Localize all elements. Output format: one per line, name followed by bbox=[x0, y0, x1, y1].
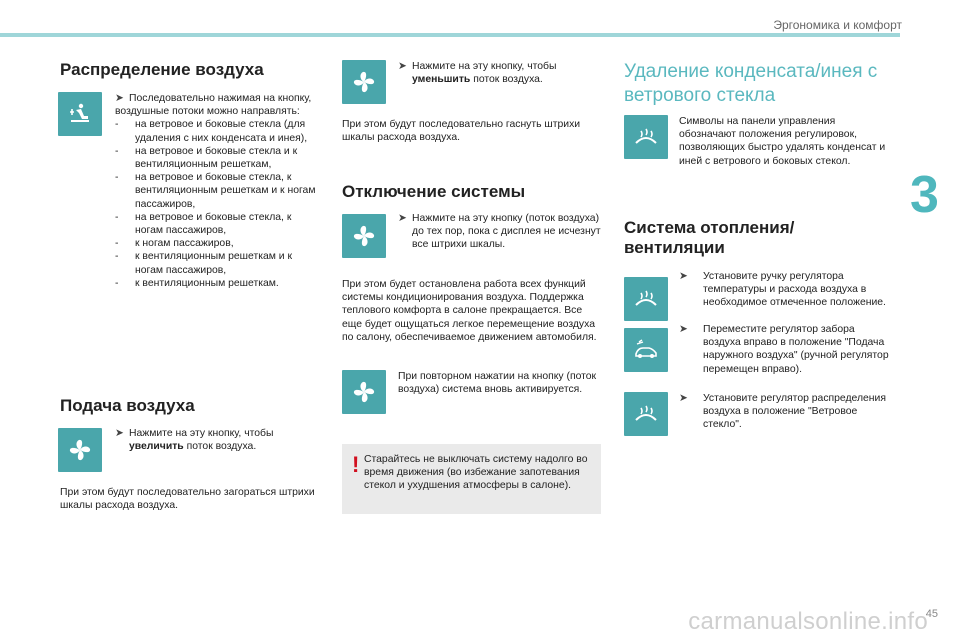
warning-text: Старайтесь не выключать систему надолго во время движения (во избежание запотевания стекол и ухудшения атмосферы в салоне). bbox=[364, 454, 588, 492]
shutdown-step: ➤ Нажмите на эту кнопку (поток воздуха) до тех пор, пока с дисплея не исчезнут все штрихи шкалы. bbox=[398, 213, 601, 251]
fan-icon bbox=[350, 378, 378, 406]
outside-air-button[interactable] bbox=[624, 328, 668, 372]
chapter-number: 3 bbox=[910, 166, 939, 224]
windshield-defrost-button-3[interactable] bbox=[624, 392, 668, 436]
defog-text: Символы на панели управления обозначают положения регулировок, позволяющих быстро удалять конденсат и иней с ветрового и боковых стекол. bbox=[679, 116, 886, 167]
heating-step-3: ➤ Установите регулятор распределения воздуха в положение "Ветровое стекло". bbox=[679, 393, 886, 431]
distribution-intro: Последовательно нажимая на кнопку, воздушные потоки можно направлять: bbox=[115, 93, 312, 118]
outside-air-icon bbox=[632, 336, 660, 364]
fan-icon bbox=[350, 68, 378, 96]
distribution-list bbox=[115, 118, 320, 290]
fan-button-off[interactable] bbox=[342, 214, 386, 258]
airflow-step-decrease: ➤ Нажмите на эту кнопку, чтобы уменьшить поток воздуха. bbox=[398, 61, 557, 86]
list-item: - на ветровое и боковые стекла, к вентиляционным решеткам и к ногам пассажиров, bbox=[115, 171, 320, 211]
air-distribution-icon[interactable] bbox=[58, 92, 102, 136]
airflow-step: ➤ Нажмите на эту кнопку, чтобы увеличить поток воздуха. bbox=[115, 428, 274, 453]
list-item: - на ветровое и боковые стекла и к вентиляционным решеткам, bbox=[115, 145, 320, 171]
airflow-result-decrease: При этом будут последовательно гаснуть штрихи шкалы расхода воздуха. bbox=[342, 119, 581, 144]
fan-button[interactable] bbox=[58, 428, 102, 472]
watermark: carmanualsonline.info bbox=[688, 608, 928, 635]
fan-button-decrease[interactable] bbox=[342, 60, 386, 104]
heating-step-1: ➤ Установите ручку регулятора температуры и расхода воздуха в необходимое отмеченное положение. bbox=[679, 271, 886, 309]
list-item: - на ветровое и боковые стекла, к ногам пассажиров, bbox=[115, 211, 320, 237]
fan-button-on[interactable] bbox=[342, 370, 386, 414]
windshield-defrost-icon bbox=[632, 400, 660, 428]
shutdown-result: При этом будет остановлена работа всех функций системы кондиционирования воздуха. Поддержка теплового комфорта в салоне прекращается. Все еще будет ощущаться легкое перемещение воздуха по салону, обеспечиваемое движением автомобиля. bbox=[342, 279, 597, 343]
list-item: - к вентиляционным решеткам и к ногам пассажиров, bbox=[115, 250, 320, 276]
warning-icon: ! bbox=[352, 452, 360, 477]
warning-note bbox=[342, 444, 601, 514]
section-title-defog: Удаление конденсата/инея с ветрового стекла bbox=[624, 61, 878, 106]
section-title-heating: Система отопления/ вентиляции bbox=[624, 218, 795, 257]
airflow-result: При этом будут последовательно загораться штрихи шкалы расхода воздуха. bbox=[60, 487, 315, 512]
distribution-text: ➤ Последовательно нажимая на кнопку, воздушные потоки можно направлять: - на ветровое и боковые стекла (для удаления с них конденсата и инея), - на ветровое и боковые стекла и к вентиляционным решеткам, - на ветровое и боковые стекла, к вентиляционным решеткам и к ногам пассажиров, - на ветровое и боковые стекла, к ногам пассажиров, - к ногам пассажиров, - к вентиляционным решеткам и к ногам пассажиров, - к вентиляционным решеткам. bbox=[115, 92, 320, 290]
list-item: - к ногам пассажиров, bbox=[115, 237, 320, 250]
windshield-defrost-button-2[interactable] bbox=[624, 277, 668, 321]
page-number: 45 bbox=[925, 608, 938, 620]
section-title-shutdown: Отключение системы bbox=[342, 182, 526, 201]
list-item: - к вентиляционным решеткам. bbox=[115, 277, 320, 290]
shutdown-reactivate: При повторном нажатии на кнопку (поток воздуха) система вновь активируется. bbox=[398, 371, 597, 396]
windshield-defrost-button[interactable] bbox=[624, 115, 668, 159]
fan-icon bbox=[66, 436, 94, 464]
top-accent-bar bbox=[0, 33, 900, 37]
section-header: Эргономика и комфорт bbox=[773, 18, 902, 32]
section-title-distribution: Распределение воздуха bbox=[60, 60, 264, 79]
section-title-airflow: Подача воздуха bbox=[60, 396, 195, 415]
air-distribution-icon bbox=[66, 100, 94, 128]
windshield-defrost-icon bbox=[632, 285, 660, 313]
heating-step-2: ➤ Переместите регулятор забора воздуха вправо в положение "Подача наружного воздуха" (ручной регулятор перемещен вправо). bbox=[679, 324, 889, 375]
list-item: - на ветровое и боковые стекла (для удаления с них конденсата и инея), bbox=[115, 118, 320, 144]
fan-icon bbox=[350, 222, 378, 250]
windshield-defrost-icon bbox=[632, 123, 660, 151]
